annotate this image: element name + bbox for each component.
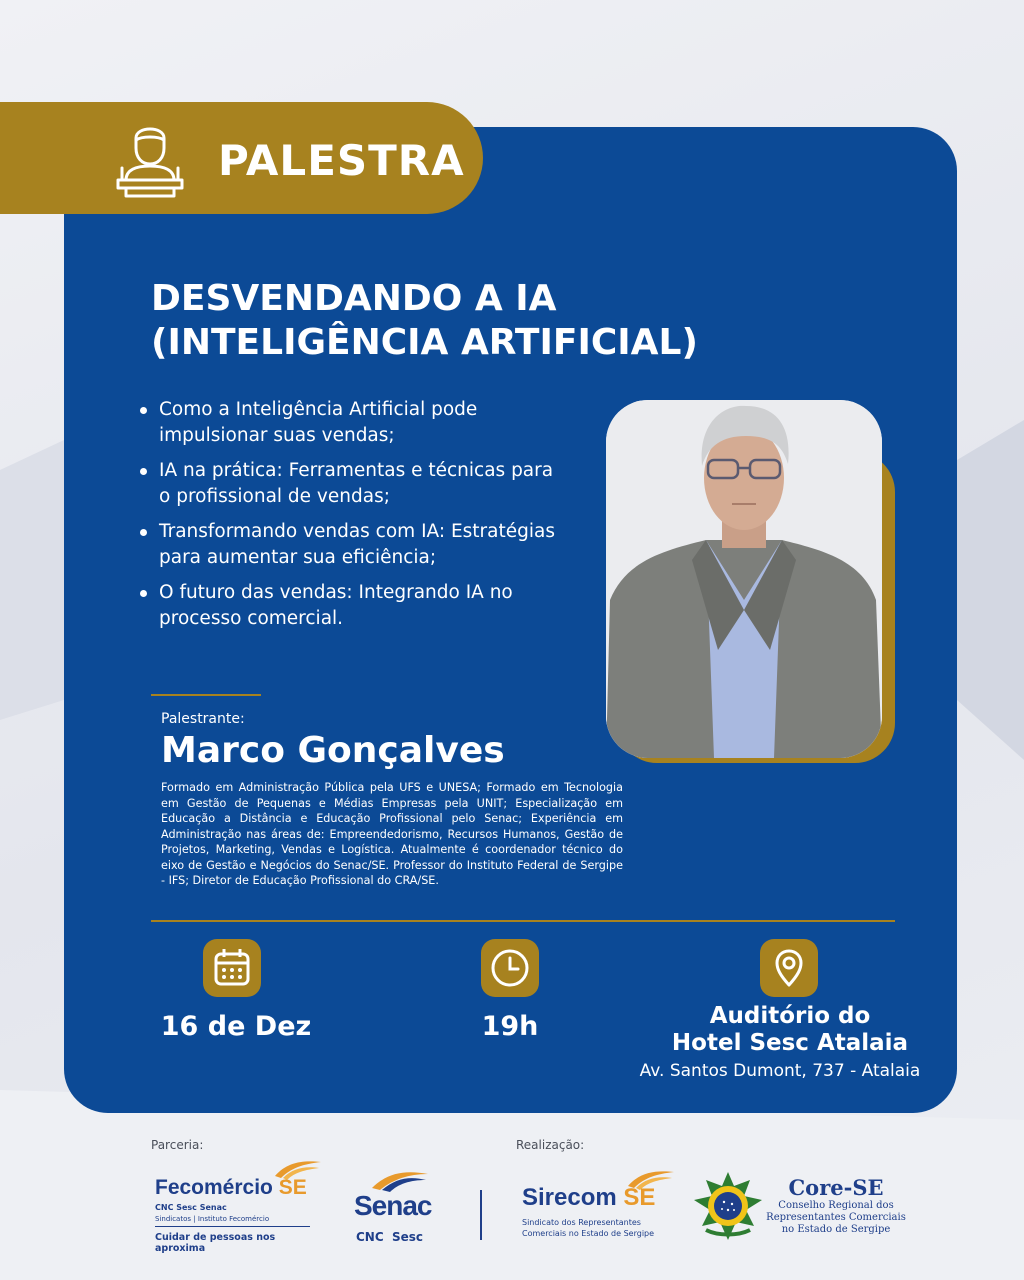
sirecom-logo [522,1168,682,1248]
clock-icon [481,939,539,997]
location-pin-icon [760,939,818,997]
senac-logo [352,1168,452,1248]
sirecom-sub1: Sindicato dos Representantes [522,1218,641,1227]
sirecom-suffix: SE [623,1184,656,1211]
speaker-name: Marco Gonçalves [161,730,505,771]
topic-item: IA na prática: Ferramentas e técnicas para o profissional de vendas; [136,458,556,510]
topic-item: Como a Inteligência Artificial pode impulsionar suas vendas; [136,397,556,449]
event-address: Av. Santos Dumont, 737 - Atalaia [639,1061,921,1081]
event-title [151,277,698,365]
fecomercio-sub1: CNC Sesc Senac [155,1203,227,1212]
partners-label: Parceria: [151,1138,204,1152]
fecomercio-logo [155,1160,325,1254]
coat-of-arms-icon [692,1170,764,1242]
title-line-2: (INTELIGÊNCIA ARTIFICIAL) [151,322,698,363]
calendar-icon [203,939,261,997]
event-venue [640,1003,940,1057]
core-name: Core-SE [788,1175,884,1200]
speaker-photo [606,400,882,758]
fecomercio-name: Fecomércio [155,1176,273,1199]
core-sub3: no Estado de Sergipe [781,1224,891,1235]
fecomercio-slogan: Cuidar de pessoas nos aproxima [155,1232,276,1254]
speaker-caption: Palestrante: [161,711,245,727]
organizers-label: Realização: [516,1138,585,1152]
title-line-1: DESVENDANDO A IA [151,278,557,319]
core-sub1: Conselho Regional dos [778,1200,894,1211]
footer-divider [480,1190,482,1240]
sirecom-name: Sirecom [522,1184,617,1211]
fecomercio-suffix: SE [278,1176,307,1199]
topic-item: O futuro das vendas: Integrando IA no processo comercial. [136,580,556,632]
event-time: 19h [481,1011,539,1042]
sirecom-sub2: Comerciais no Estado de Sergipe [522,1229,655,1238]
venue-line-2: Hotel Sesc Atalaia [671,1030,909,1056]
category-label: PALESTRA [218,136,465,185]
speaker-separator [151,694,261,696]
venue-line-1: Auditório do [709,1003,871,1029]
speaker-podium-icon [112,118,188,198]
senac-name: Senac [354,1190,432,1221]
speaker-portrait-illustration [606,400,882,758]
core-se-logo [766,1176,906,1246]
details-separator [151,920,895,922]
speaker-bio: Formado em Administração Pública pela UFS e UNESA; Formado em Tecnologia em Gestão de Pequenas e Médias Empresas pela UNIT; Especialização em Educação a Distância e Educação Profissional pelo Senac; Experiência em Administração nas áreas de: Empreendedorismo, Recursos Humanos, Gestão de Projetos, Marketing, Vendas e Logística. Atualmente é coordenador técnico do eixo de Gestão e Negócios do Senac/SE. Professor do Instituto Federal de Sergipe - IFS; Diretor de Educação Profissional do CRA/SE. [161,781,623,887]
core-sub2: Representantes Comerciais [766,1212,906,1223]
fecomercio-sub2: Sindicatos | Instituto Fecomércio [155,1215,270,1223]
senac-sub: CNC Sesc [356,1230,424,1244]
topics-list [136,397,556,641]
topic-item: Transformando vendas com IA: Estratégias para aumentar sua eficiência; [136,519,556,571]
fecomercio-rule [155,1226,310,1227]
swoosh-icon [370,1168,430,1192]
event-date: 16 de Dez [160,1011,312,1042]
